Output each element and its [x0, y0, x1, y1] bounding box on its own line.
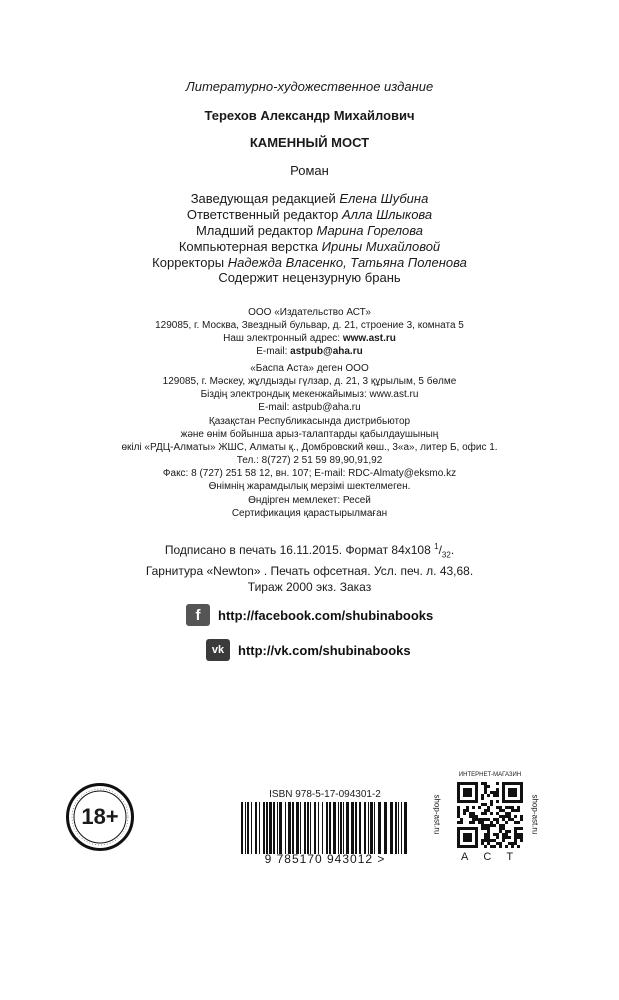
origin-line: Сертификация қарастырылмаған [231, 508, 388, 519]
barcode-digits: 9 785170 943012 > [264, 852, 386, 866]
credit-line: Ответственный редактор Алла Шлыкова [186, 207, 433, 222]
vk-url[interactable]: http://vk.com/shubinabooks [238, 642, 411, 658]
distributor-line: Факс: 8 (727) 251 58 12, вн. 107; E-mail: RDC-Almaty@eksmo.kz [162, 468, 457, 479]
distributor-line: Өнімнің жарамдылық мерзімі шектелмеген. [208, 481, 411, 492]
age-rating: 18+ [81, 804, 119, 829]
edition-type: Литературно-художественное издание [185, 79, 434, 94]
publisher-kz-web: Біздің электрондық мекенжайымыз: www.ast.ru [200, 389, 419, 400]
credit-line: Корректоры Надежда Власенко, Татьяна Поленова [152, 255, 467, 270]
barcode-bars [239, 802, 411, 854]
facebook-url[interactable]: http://facebook.com/shubinabooks [218, 607, 434, 623]
origin-line: Өндірген мемлекет: Ресей [248, 495, 371, 506]
distributor-line: өкілі «РДЦ-Алматы» ЖШС, Алматы қ., Домбровский көш., 3«а», литер Б, офис 1. [121, 442, 498, 453]
age-rating-badge [66, 783, 134, 851]
publisher-email: E-mail: astpub@aha.ru [256, 346, 363, 357]
facebook-link-row[interactable] [186, 604, 433, 626]
publisher-ru [0, 306, 619, 358]
publisher-address: 129085, г. Москва, Звездный бульвар, д. 21, строение 3, комната 5 [155, 320, 464, 331]
print-run-line: Тираж 2000 экз. Заказ [247, 580, 372, 595]
qr-top-label: ИНТЕРНЕТ-МАГАЗИН [458, 772, 522, 778]
print-info [0, 539, 619, 595]
isbn-barcode [239, 789, 411, 866]
credit-line: Младший редактор Марина Горелова [195, 223, 424, 238]
publisher-web: Наш электронный адрес: www.ast.ru [223, 333, 396, 344]
print-signed-line: Подписано в печать 16.11.2015. Формат 84x108 $^1/_{32}$. [164, 542, 455, 560]
author-name: Терехов Александр Михайлович [204, 108, 415, 123]
qr-side-label-right: shop-ast.ru [530, 794, 540, 835]
genre: Роман [290, 163, 329, 178]
isbn-number: ISBN 978-5-17-094301-2 [269, 789, 381, 800]
content-warning: Содержит нецензурную брань [218, 270, 401, 285]
qr-code [457, 782, 523, 848]
origin-info [0, 494, 619, 520]
publisher-name: ООО «Издательство АСТ» [248, 307, 371, 318]
vk-link-row[interactable] [206, 639, 411, 661]
distributor-line: және өнім бойынша арыз-талаптарды қабылдаушының [180, 429, 439, 440]
publisher-kz-address: 129085, г. Мәскеу, жұлдызды гүлзар, д. 21, 3 құрылым, 5 бөлме [162, 376, 457, 387]
print-font-line: Гарнитура «Newton» . Печать офсетная. Усл. печ. л. 43,68. [145, 564, 474, 579]
facebook-icon: f [186, 604, 210, 626]
credit-line: Компьютерная верстка Ирины Михайловой [178, 239, 441, 254]
qr-brand: А С Т [460, 851, 520, 863]
shop-qr-block [432, 772, 545, 864]
qr-side-label-left: shop-ast.ru [432, 794, 442, 835]
publisher-kz [0, 362, 619, 414]
distributor-line: Тел.: 8(727) 2 51 59 89,90,91,92 [236, 455, 383, 466]
distributor-info [0, 415, 619, 493]
publisher-kz-name: «Баспа Аста» деген ООО [250, 363, 369, 374]
book-title: КАМЕННЫЙ МОСТ [249, 135, 370, 150]
distributor-line: Қазақстан Республикасында дистрибьютор [208, 416, 411, 427]
credits-list [0, 191, 619, 271]
credit-line: Заведующая редакцией Елена Шубина [190, 191, 429, 206]
publisher-kz-email: E-mail: astpub@aha.ru [258, 402, 361, 413]
vk-icon: vk [206, 639, 230, 661]
